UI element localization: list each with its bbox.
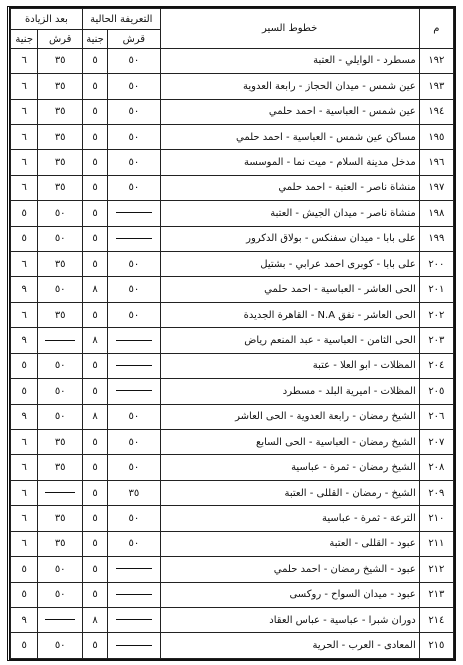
route-number: ٢٠١ (419, 277, 453, 302)
current-qirsh: ٥٠ (108, 302, 161, 327)
increase-qirsh (38, 328, 83, 353)
increase-pound: ٦ (11, 506, 38, 531)
table-row (11, 429, 454, 454)
increase-pound: ٥ (11, 226, 38, 251)
table-row (11, 607, 454, 632)
table-row (11, 480, 454, 505)
route-number: ٢٠٨ (419, 455, 453, 480)
table-row (11, 226, 454, 251)
route-name: الحى العاشر - نفق N.A - القاهرة الجديدة (160, 302, 419, 327)
current-pound: ٥ (82, 531, 107, 556)
route-name: الشيخ - رمضان - القللى - العتبة (160, 480, 419, 505)
current-pound: ٨ (82, 607, 107, 632)
route-number: ١٩٧ (419, 175, 453, 200)
current-pound: ٥ (82, 302, 107, 327)
table-row (11, 455, 454, 480)
current-pound: ٨ (82, 277, 107, 302)
current-pound: ٥ (82, 379, 107, 404)
increase-pound: ٦ (11, 124, 38, 149)
route-name: الشيخ رمضان - ثمرة - عباسية (160, 455, 419, 480)
increase-qirsh: ٣٥ (38, 455, 83, 480)
increase-qirsh (38, 607, 83, 632)
route-name: منشاة ناصر - ميدان الجيش - العتبة (160, 201, 419, 226)
route-name: عين شمس - ميدان الحجاز - رابعة العدوية (160, 74, 419, 99)
increase-pound: ٦ (11, 455, 38, 480)
route-number: ١٩٨ (419, 201, 453, 226)
blank-dash (116, 212, 152, 213)
current-qirsh: ٥٠ (108, 175, 161, 200)
increase-pound: ٦ (11, 150, 38, 175)
header-number: م (419, 9, 453, 49)
table-row (11, 124, 454, 149)
blank-dash (116, 390, 152, 391)
route-number: ١٩٢ (419, 48, 453, 73)
blank-dash (116, 619, 152, 620)
route-name: المعادى - العرب - الحرية (160, 633, 419, 659)
current-qirsh: ٥٠ (108, 150, 161, 175)
route-number: ١٩٥ (419, 124, 453, 149)
table-row (11, 302, 454, 327)
current-pound: ٥ (82, 633, 107, 659)
header-route: خطوط السير (160, 9, 419, 49)
increase-qirsh: ٥٠ (38, 379, 83, 404)
increase-qirsh: ٥٠ (38, 633, 83, 659)
route-name: عين شمس - العباسية - احمد حلمي (160, 99, 419, 124)
route-number: ١٩٦ (419, 150, 453, 175)
route-number: ٢١٢ (419, 557, 453, 582)
table-row (11, 252, 454, 277)
table-row (11, 328, 454, 353)
increase-qirsh: ٣٥ (38, 48, 83, 73)
current-pound: ٥ (82, 480, 107, 505)
blank-dash (45, 619, 75, 620)
current-qirsh (108, 557, 161, 582)
blank-dash (116, 645, 152, 646)
route-name: الحى الثامن - العباسية - عبد المنعم رياض (160, 328, 419, 353)
route-number: ١٩٤ (419, 99, 453, 124)
increase-pound: ٩ (11, 328, 38, 353)
blank-dash (45, 340, 75, 341)
increase-qirsh: ٣٥ (38, 506, 83, 531)
table-row (11, 99, 454, 124)
table-row (11, 150, 454, 175)
route-name: عبود - الشيخ رمضان - احمد حلمي (160, 557, 419, 582)
route-number: ٢٠٦ (419, 404, 453, 429)
route-number: ٢٠٧ (419, 429, 453, 454)
current-pound: ٥ (82, 150, 107, 175)
increase-pound: ٥ (11, 557, 38, 582)
current-qirsh: ٥٠ (108, 429, 161, 454)
table-row (11, 48, 454, 73)
increase-pound: ٦ (11, 48, 38, 73)
current-qirsh (108, 201, 161, 226)
route-number: ١٩٣ (419, 74, 453, 99)
increase-pound: ٦ (11, 302, 38, 327)
increase-qirsh: ٣٥ (38, 175, 83, 200)
route-name: دوران شبرا - عباسية - عباس العقاد (160, 607, 419, 632)
table-row (11, 74, 454, 99)
blank-dash (116, 594, 152, 595)
route-number: ٢١٠ (419, 506, 453, 531)
current-qirsh: ٥٠ (108, 99, 161, 124)
route-number: ٢١٤ (419, 607, 453, 632)
increase-pound: ٥ (11, 201, 38, 226)
current-pound: ٥ (82, 557, 107, 582)
current-pound: ٥ (82, 201, 107, 226)
current-qirsh: ٣٥ (108, 480, 161, 505)
route-name: الحى العاشر - العباسية - احمد حلمي (160, 277, 419, 302)
route-name: عبود - ميدان السواح - روكسى (160, 582, 419, 607)
current-pound: ٥ (82, 48, 107, 73)
increase-pound: ٦ (11, 74, 38, 99)
current-pound: ٥ (82, 582, 107, 607)
increase-pound: ٦ (11, 480, 38, 505)
route-number: ٢١٣ (419, 582, 453, 607)
increase-pound: ٦ (11, 99, 38, 124)
route-number: ٢٠٩ (419, 480, 453, 505)
increase-qirsh: ٥٠ (38, 404, 83, 429)
increase-pound: ٩ (11, 404, 38, 429)
route-number: ٢٠٣ (419, 328, 453, 353)
blank-dash (116, 238, 152, 239)
route-name: مسطرد - الوايلي - العتبة (160, 48, 419, 73)
route-number: ٢٠٤ (419, 353, 453, 378)
route-name: على بابا - ميدان سفنكس - بولاق الدكرور (160, 226, 419, 251)
current-qirsh: ٥٠ (108, 531, 161, 556)
increase-pound: ٩ (11, 277, 38, 302)
table-row (11, 557, 454, 582)
header-current-pound: جنية (82, 30, 107, 48)
increase-qirsh: ٣٥ (38, 302, 83, 327)
route-number: ٢٠٠ (419, 252, 453, 277)
route-name: الترعة - ثمرة - عباسية (160, 506, 419, 531)
increase-qirsh: ٣٥ (38, 150, 83, 175)
increase-pound: ٦ (11, 531, 38, 556)
increase-qirsh: ٥٠ (38, 582, 83, 607)
header-row-top (11, 9, 454, 30)
increase-pound: ٩ (11, 607, 38, 632)
header-current-fare: التعريفة الحالية (82, 9, 160, 30)
increase-pound: ٦ (11, 175, 38, 200)
current-pound: ٥ (82, 124, 107, 149)
increase-pound: ٥ (11, 379, 38, 404)
increase-pound: ٥ (11, 633, 38, 659)
route-number: ٢٠٥ (419, 379, 453, 404)
table-row (11, 379, 454, 404)
current-qirsh (108, 379, 161, 404)
increase-qirsh: ٣٥ (38, 99, 83, 124)
blank-dash (116, 568, 152, 569)
increase-qirsh: ٣٥ (38, 74, 83, 99)
route-name: المظلات - اميرية البلد - مسطرد (160, 379, 419, 404)
table-row (11, 201, 454, 226)
header-current-qirsh: قرش (108, 30, 161, 48)
route-number: ٢١١ (419, 531, 453, 556)
current-pound: ٥ (82, 455, 107, 480)
current-qirsh (108, 633, 161, 659)
current-qirsh (108, 582, 161, 607)
current-qirsh: ٥٠ (108, 277, 161, 302)
current-pound: ٥ (82, 429, 107, 454)
table-row (11, 353, 454, 378)
increase-pound: ٦ (11, 429, 38, 454)
route-name: مساكن عين شمس - العباسية - احمد حلمي (160, 124, 419, 149)
route-number: ٢٠٢ (419, 302, 453, 327)
increase-qirsh: ٥٠ (38, 557, 83, 582)
route-name: على بابا - كوبرى احمد عرابي - بشتيل (160, 252, 419, 277)
table-row (11, 506, 454, 531)
blank-dash (116, 340, 152, 341)
current-pound: ٨ (82, 328, 107, 353)
increase-qirsh: ٥٠ (38, 201, 83, 226)
blank-dash (45, 492, 75, 493)
current-qirsh: ٥٠ (108, 74, 161, 99)
header-increase-pound: جنية (11, 30, 38, 48)
route-name: الشيخ رمضان - العباسية - الحى السابع (160, 429, 419, 454)
header-after-increase: بعد الزيادة (11, 9, 83, 30)
current-pound: ٥ (82, 252, 107, 277)
header-increase-qirsh: قرش (38, 30, 83, 48)
current-pound: ٥ (82, 99, 107, 124)
fare-sheet (7, 6, 456, 661)
current-qirsh: ٥٠ (108, 48, 161, 73)
current-qirsh: ٥٠ (108, 404, 161, 429)
current-pound: ٨ (82, 404, 107, 429)
current-pound: ٥ (82, 74, 107, 99)
increase-pound: ٥ (11, 582, 38, 607)
fare-table (10, 8, 454, 659)
current-qirsh (108, 353, 161, 378)
table-row (11, 531, 454, 556)
route-name: المظلات - ابو العلا - عتبة (160, 353, 419, 378)
increase-qirsh (38, 480, 83, 505)
current-qirsh: ٥٠ (108, 252, 161, 277)
route-number: ٢١٥ (419, 633, 453, 659)
table-row (11, 277, 454, 302)
increase-qirsh: ٣٥ (38, 429, 83, 454)
route-name: عبود - القللى - العتبة (160, 531, 419, 556)
table-row (11, 582, 454, 607)
current-qirsh: ٥٠ (108, 455, 161, 480)
current-qirsh: ٥٠ (108, 506, 161, 531)
table-row (11, 633, 454, 659)
current-qirsh (108, 226, 161, 251)
increase-pound: ٦ (11, 252, 38, 277)
current-qirsh (108, 607, 161, 632)
route-number: ١٩٩ (419, 226, 453, 251)
increase-qirsh: ٣٥ (38, 531, 83, 556)
current-pound: ٥ (82, 353, 107, 378)
increase-qirsh: ٥٠ (38, 277, 83, 302)
table-row (11, 404, 454, 429)
increase-pound: ٥ (11, 353, 38, 378)
route-name: منشاة ناصر - العتبة - احمد حلمي (160, 175, 419, 200)
increase-qirsh: ٥٠ (38, 226, 83, 251)
current-pound: ٥ (82, 506, 107, 531)
current-qirsh: ٥٠ (108, 124, 161, 149)
current-qirsh (108, 328, 161, 353)
increase-qirsh: ٥٠ (38, 353, 83, 378)
route-name: الشيخ رمضان - رابعة العدوية - الحى العاشر (160, 404, 419, 429)
blank-dash (116, 365, 152, 366)
current-pound: ٥ (82, 226, 107, 251)
increase-qirsh: ٣٥ (38, 252, 83, 277)
current-pound: ٥ (82, 175, 107, 200)
increase-qirsh: ٣٥ (38, 124, 83, 149)
route-name: مدخل مدينة السلام - ميت نما - الموسسة (160, 150, 419, 175)
table-row (11, 175, 454, 200)
